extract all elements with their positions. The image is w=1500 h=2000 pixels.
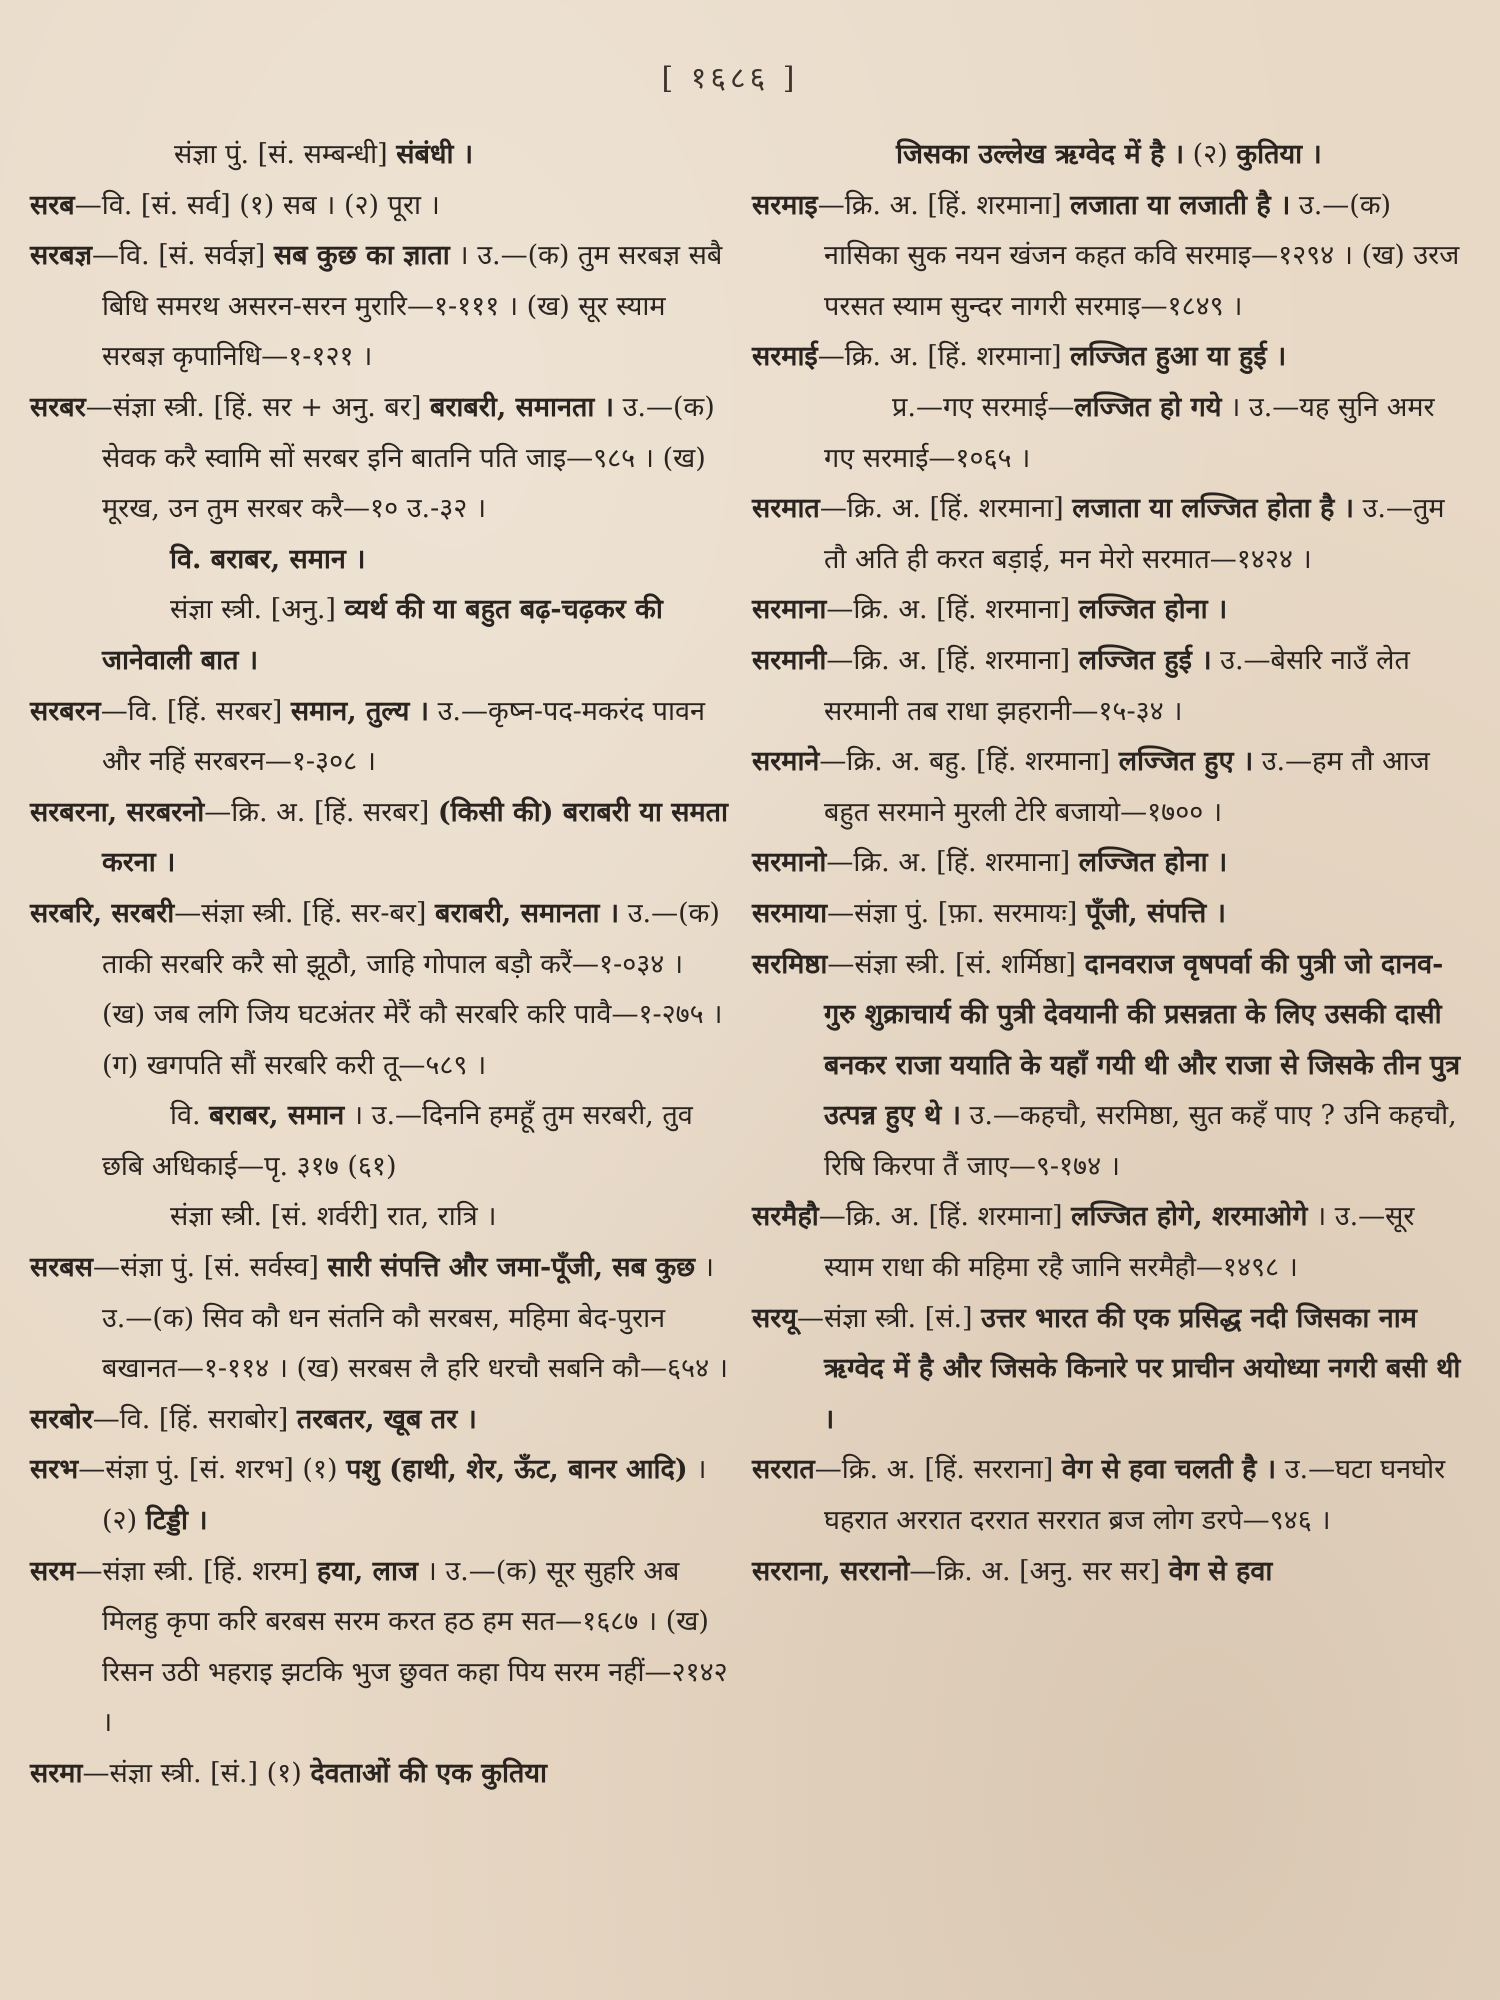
right-column xyxy=(752,130,1464,1597)
entry-sense xyxy=(30,535,730,586)
entry-text: —संज्ञा पुं. [फ़ा. सरमायः] xyxy=(827,897,1086,929)
dictionary-entry xyxy=(752,636,1464,737)
entry-text: —क्रि. अ. बहु. [हिं. शरमाना] xyxy=(819,746,1119,778)
entry-text: समान, तुल्य । xyxy=(290,695,430,727)
headword: सरमाई xyxy=(752,341,818,373)
entry-text: लजाता या लज्जित होता है । xyxy=(1072,493,1355,525)
headword: सरमाना xyxy=(752,594,827,626)
entry-text: सब कुछ का ज्ञाता xyxy=(273,240,450,272)
entry-text: उ.—बेसरि नाउँ लेत सरमानी तब राधा झहरानी—१५-३४ । xyxy=(824,644,1410,727)
dictionary-entry xyxy=(752,1192,1464,1293)
entry-text: पशु (हाथी, शेर, ऊँट, बानर आदि) xyxy=(346,1454,688,1486)
entry-text: —वि. [हिं. सरबर] xyxy=(100,695,291,727)
entry-text: —संज्ञा स्त्री. [हिं. सर-बर] xyxy=(174,897,436,929)
entry-text: उ.—कहचौ, सरमिष्ठा, सुत कहँ पाए ? उनि कहचौ, रिषि किरपा तैं जाए—९-१७४ । xyxy=(824,1100,1457,1182)
dictionary-entry xyxy=(752,1547,1464,1598)
entry-text: —क्रि. अ. [हिं. सरराना] xyxy=(814,1454,1062,1486)
dictionary-entry xyxy=(752,889,1464,940)
entry-text: उत्तर भारत की एक प्रसिद्ध नदी जिसका नाम ऋग्वेद में है और जिसके किनारे पर प्राचीन अयोध्या नगरी बसी थी । xyxy=(824,1302,1461,1435)
headword: सररात xyxy=(752,1454,815,1486)
entry-text: जिसका उल्लेख ऋग्वेद में है । xyxy=(896,139,1185,170)
dictionary-entry xyxy=(752,1294,1464,1446)
entry-text: संज्ञा स्त्री. [अनु.] xyxy=(170,594,345,626)
entry-text: —क्रि. अ. [हिं. शरमाना] xyxy=(818,1201,1072,1233)
entry-text: । उ.—(क) सूर सुहरि अब मिलहु कृपा करि बरबस सरम करत हठ हम सत—१६८७ । (ख) रिसन उठी भहराइ झटकि भुज छुवत कहा पिय सरम नहीं—२१४२ । xyxy=(102,1555,728,1739)
dictionary-entry xyxy=(752,484,1464,585)
dictionary-entry xyxy=(30,1749,730,1800)
left-column xyxy=(30,130,730,1800)
entry-sense xyxy=(30,1091,730,1192)
headword: सरब xyxy=(30,189,75,221)
entry-text: —क्रि. अ. [हिं. शरमाना] xyxy=(817,189,1071,221)
entry-text: उ.—घटा घनघोर घहरात अररात दररात सररात ब्रज लोग डरपे—९४६ । xyxy=(824,1454,1446,1537)
entry-text: उ.—(क) सेवक करै स्वामि सों सरबर इनि बातनि पति जाइ—९८५ । (ख) मूरख, उन तुम सरबर करै—१० उ.-३२ । xyxy=(102,391,715,525)
entry-text: । उ.—(क) सिव कौ धन संतनि कौ सरबस, महिमा बेद-पुरान बखानत—१-११४ । (ख) सरबस लै हरि धरचौ सबनि कौ—६५४ । xyxy=(102,1252,728,1385)
entry-text: लज्जित होना । xyxy=(1078,594,1228,626)
dictionary-entry xyxy=(30,889,730,1091)
entry-sense xyxy=(752,383,1464,484)
entry-text: तरबतर, खूब तर । xyxy=(296,1403,477,1435)
headword: सरबरि, सरबरी xyxy=(30,897,175,929)
entry-text: बराबर, समान xyxy=(209,1100,345,1132)
entry-text: । (२) xyxy=(102,1454,707,1537)
entry-text: लजाता या लजाती है । xyxy=(1070,189,1291,221)
entry-text: । उ.—सूर स्याम राधा की महिमा रहै जानि सरमैहौ—१४९८ । xyxy=(824,1201,1415,1284)
entry-text: बराबरी, समानता । xyxy=(429,391,615,423)
entry-text: —क्रि. अ. [अनु. सर सर] xyxy=(909,1555,1169,1587)
entry-sense xyxy=(30,585,730,686)
headword: सरराना, सररानो xyxy=(752,1555,910,1587)
entry-text: —संज्ञा स्त्री. [सं.] (१) xyxy=(82,1758,311,1789)
entry-text: दानवराज वृषपर्वा की पुत्री जो दानव-गुरु शुक्राचार्य की पुत्री देवयानी की प्रसन्नता के लिए उसकी दासी बनकर राजा ययाति के यहाँ गयी थी और राजा से जिसके तीन पुत्र उत्पन्न हुए थे । xyxy=(824,948,1461,1132)
headword: सरमाया xyxy=(752,897,828,929)
entry-text: हया, लाज xyxy=(316,1555,418,1587)
entry-text: संबंधी । xyxy=(396,139,474,170)
entry-text: —वि. [सं. सर्व] (१) सब । (२) पूरा । xyxy=(74,189,440,221)
entry-text: (२) xyxy=(1184,139,1237,170)
entry-text: लज्जित हुआ या हुई । xyxy=(1070,341,1287,373)
headword: सरमाने xyxy=(752,746,820,778)
entry-sense xyxy=(30,130,730,181)
entry-text: लज्जित हुए । xyxy=(1118,746,1254,778)
headword: सरमैहौ xyxy=(752,1201,819,1233)
entry-text: । उ.—यह सुनि अमर गए सरमाई—१०६५ । xyxy=(824,391,1435,474)
dictionary-entry xyxy=(30,1395,730,1446)
headword: सरबरन xyxy=(30,695,101,727)
entry-text: (किसी की) बराबरी या समता करना । xyxy=(102,796,729,879)
dictionary-entry xyxy=(752,585,1464,636)
entry-text: —संज्ञा स्त्री. [हिं. सर + अनु. बर] xyxy=(85,391,430,423)
dictionary-entry xyxy=(752,838,1464,889)
entry-text: । उ.—दिननि हमहूँ तुम सरबरी, तुव छबि अधिकाई—पृ. ३१७ (६१) xyxy=(102,1100,693,1182)
headword: सरम xyxy=(30,1555,76,1587)
headword: सरमानो xyxy=(752,847,827,879)
entry-text: वि. xyxy=(170,1100,210,1132)
headword: सरमिष्ठा xyxy=(752,948,828,980)
entry-text: टिड्डी । xyxy=(145,1505,208,1537)
entry-text: वेग से हवा xyxy=(1168,1555,1273,1587)
entry-text: लज्जित होगे, शरमाओगे xyxy=(1071,1201,1308,1233)
headword: सरबरना, सरबरनो xyxy=(30,796,205,828)
dictionary-entry xyxy=(30,383,730,535)
entry-text: व्यर्थ की या बहुत बढ़-चढ़कर की जानेवाली बात । xyxy=(102,594,663,676)
entry-text: —क्रि. अ. [हिं. शरमाना] xyxy=(826,594,1079,626)
entry-text: लज्जित होना । xyxy=(1078,847,1228,879)
entry-text: —क्रि. अ. [हिं. शरमाना] xyxy=(826,644,1079,676)
entry-text: पूँजी, संपत्ति । xyxy=(1085,897,1226,929)
entry-text: देवताओं की एक कुतिया xyxy=(310,1758,548,1789)
entry-text: संज्ञा स्त्री. [सं. शर्वरी] रात, रात्रि । xyxy=(170,1201,497,1233)
entry-text: —क्रि. अ. [हिं. शरमाना] xyxy=(819,493,1073,525)
entry-text: वि. बराबर, समान । xyxy=(170,543,366,575)
page-number: [ १६८६ ] xyxy=(661,61,799,96)
entry-text: —संज्ञा पुं. [सं. सर्वस्व] xyxy=(92,1252,328,1284)
entry-text: उ.—(क) ताकी सरबरि करै सो झूठौ, जाहि गोपाल बड़ौ करैं—१-०३४ । (ख) जब लगि जिय घटअंतर मेरैं कौ सरबरि करि पावै—१-२७५ । (ग) खगपति सौं सरबरि करी तू—५८९ । xyxy=(102,897,723,1081)
dictionary-entry xyxy=(752,940,1464,1193)
headword: सरयू xyxy=(752,1302,797,1334)
entry-text: संज्ञा पुं. [सं. सम्बन्धी] xyxy=(174,139,397,170)
headword: सरबज्ञ xyxy=(30,240,93,272)
entry-text: लज्जित हुई । xyxy=(1078,644,1212,676)
entry-text: उ.—तुम तौ अति ही करत बड़ाई, मन मेरो सरमात—१४२४ । xyxy=(824,493,1445,575)
entry-text: —वि. [सं. सर्वज्ञ] xyxy=(92,240,274,272)
headword: सरमाइ xyxy=(752,189,818,221)
entry-text: वेग से हवा चलती है । xyxy=(1061,1454,1277,1486)
entry-text: उ.—कृष्न-पद-मकरंद पावन और नहिं सरबरन—१-३०८ । xyxy=(102,695,705,778)
dictionary-entry xyxy=(30,1547,730,1749)
entry-text: —वि. [हिं. सराबोर] xyxy=(92,1403,297,1435)
dictionary-entry xyxy=(30,181,730,232)
headword: सरमा xyxy=(30,1758,83,1789)
entry-text: लज्जित हो गये xyxy=(1074,391,1222,423)
headword: सरबर xyxy=(30,391,86,423)
entry-text: —क्रि. अ. [हिं. सरबर] xyxy=(204,796,438,828)
entry-text: —संज्ञा स्त्री. [सं. शर्मिष्ठा] xyxy=(827,948,1085,980)
entry-text: । उ.—(क) तुम सरबज्ञ सबै बिधि समरथ असरन-सरन मुरारि—१-१११ । (ख) सूर स्याम सरबज्ञ कृपानिधि—१-१२१ । xyxy=(102,240,723,373)
entry-text: —संज्ञा स्त्री. [सं.] xyxy=(796,1302,982,1334)
dictionary-entry xyxy=(30,1243,730,1395)
headword: सरभ xyxy=(30,1454,79,1486)
entry-text: सारी संपत्ति और जमा-पूँजी, सब कुछ xyxy=(327,1252,696,1284)
headword: सरबस xyxy=(30,1252,93,1284)
entry-text: कुतिया । xyxy=(1236,139,1322,170)
dictionary-entry xyxy=(752,737,1464,838)
dictionary-entry xyxy=(30,1445,730,1546)
entry-sense xyxy=(752,130,1464,181)
entry-text: —संज्ञा पुं. [सं. शरभ] (१) xyxy=(78,1454,347,1486)
entry-text: प्र.—गए सरमाई— xyxy=(892,391,1075,423)
entry-text: —संज्ञा स्त्री. [हिं. शरम] xyxy=(75,1555,317,1587)
dictionary-entry xyxy=(752,181,1464,333)
entry-text: —क्रि. अ. [हिं. शरमाना] xyxy=(826,847,1079,879)
headword: सरमात xyxy=(752,493,820,525)
headword: सरबोर xyxy=(30,1403,93,1435)
dictionary-entry xyxy=(30,231,730,383)
entry-text: —क्रि. अ. [हिं. शरमाना] xyxy=(817,341,1071,373)
entry-text: उ.—(क) नासिका सुक नयन खंजन कहत कवि सरमाइ—१२९४ । (ख) उरज परसत स्याम सुन्दर नागरी सरमाइ—१८४९ । xyxy=(824,189,1460,322)
dictionary-entry xyxy=(752,332,1464,383)
entry-text: उ.—हम तौ आज बहुत सरमाने मुरली टेरि बजायो—१७०० । xyxy=(824,746,1430,828)
dictionary-entry xyxy=(752,1445,1464,1546)
entry-text: बराबरी, समानता । xyxy=(435,897,620,929)
dictionary-entry xyxy=(30,687,730,788)
headword: सरमानी xyxy=(752,644,827,676)
entry-sense xyxy=(30,1192,730,1243)
dictionary-entry xyxy=(30,788,730,889)
